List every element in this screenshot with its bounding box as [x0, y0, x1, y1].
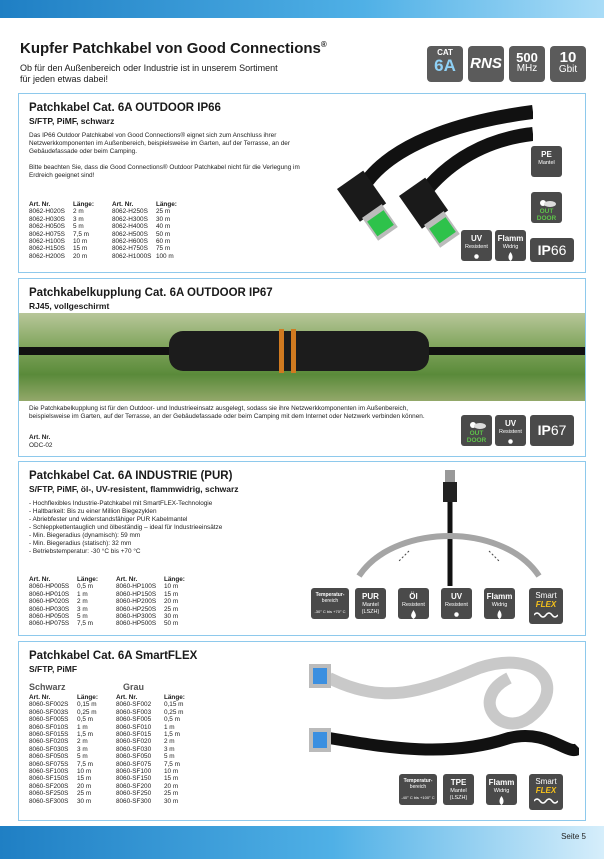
art-number: 8060-SF250 — [115, 790, 152, 798]
coupler-photo — [19, 313, 585, 401]
weather-icon — [537, 198, 557, 208]
table-row — [116, 583, 185, 590]
length: 0,25 m — [163, 708, 184, 716]
length: 1 m — [163, 723, 175, 731]
length: 3 m — [73, 215, 84, 223]
table-row — [116, 738, 185, 745]
table-row — [116, 761, 185, 768]
feature-item: - Schleppkettentauglich und ölbeständig – ideal für Industrieeinsätze — [29, 524, 223, 531]
table-row — [29, 775, 98, 782]
length: 3 m — [77, 745, 88, 753]
art-number: 8060-SF005 — [115, 716, 152, 724]
ip67-badge: IP67 — [530, 415, 574, 446]
page-subtitle: Ob für den Außenbereich oder Industrie ist in unserem Sortiment für jeden etwas dabei! — [20, 63, 278, 84]
header-length: Länge: — [77, 576, 98, 583]
art-number: 8060-SF200S — [29, 782, 69, 790]
outdoor-badge: OUT DOOR — [531, 192, 562, 223]
length: 20 m — [163, 598, 179, 606]
gbit-badge: 10 Gbit — [550, 46, 586, 82]
art-number: 8062-H075S — [29, 230, 65, 238]
table-row — [116, 716, 185, 723]
length: 3 m — [163, 745, 175, 753]
table-header — [112, 201, 177, 208]
table-row — [29, 716, 98, 723]
table-row — [116, 798, 185, 805]
art-number: 8060-HP075S — [29, 620, 70, 628]
length: 7,5 m — [73, 230, 89, 238]
length: 0,15 m — [163, 701, 184, 709]
length: 10 m — [163, 768, 179, 776]
section-subtitle: S/FTP, PiMF, öl-, UV-resistent, flammwidrig, schwarz — [29, 484, 239, 494]
description: Das IP66 Outdoor Patchkabel von Good Connections® eignet sich zum Anschluss ihrer Netzwerkkomponenten im Außenbereich, beispielsweise im Garten, auf der Terrasse, an der Gebäudefassade oder beim Camping. — [29, 132, 290, 155]
table-header — [29, 576, 98, 583]
length: 25 m — [155, 208, 171, 216]
length: 7,5 m — [163, 760, 180, 768]
sun-icon — [506, 437, 515, 446]
table-row — [112, 253, 177, 260]
length: 25 m — [77, 790, 92, 798]
length: 20 m — [73, 252, 88, 260]
header-art: Art. Nr. — [115, 694, 138, 701]
table-row — [29, 783, 98, 790]
table-row — [29, 738, 98, 745]
feature-item: - Betriebstemperatur: -30 °C bis +70 °C — [29, 548, 141, 555]
article-table — [29, 694, 185, 805]
smartflex-cable-photo — [309, 648, 579, 768]
length: 15 m — [163, 590, 179, 598]
header-length: Länge: — [73, 201, 94, 208]
length: 1 m — [77, 590, 88, 598]
length: 2 m — [73, 208, 84, 216]
oil-drop-icon — [409, 610, 418, 619]
art-number: 8060-HP050S — [29, 613, 70, 621]
length: 50 m — [163, 620, 179, 628]
length: 5 m — [163, 753, 175, 761]
feature-item: - Haltbarkeit: Bis zu einer Million Biegezyklen — [29, 508, 157, 515]
section-coupler — [18, 278, 586, 457]
art-number: 8060-SF002S — [29, 701, 69, 709]
art-number: 8060-SF150S — [29, 775, 69, 783]
smartflex-badge: Smart FLEX — [529, 588, 563, 624]
header-length: Länge: — [77, 694, 98, 701]
cat6a-badge: CAT 6A — [427, 46, 463, 82]
art-number: 8060-SF050S — [29, 753, 69, 761]
outdoor-badge: OUT DOOR — [461, 415, 492, 446]
art-number: 8062-H600S — [111, 238, 148, 246]
table-row — [116, 768, 185, 775]
art-number: 8060-SF020 — [115, 738, 152, 746]
table-row — [29, 746, 98, 753]
length: 2 m — [163, 738, 175, 746]
length: 30 m — [163, 613, 179, 621]
length: 20 m — [163, 782, 179, 790]
table-row — [29, 216, 94, 223]
table-row — [112, 208, 177, 215]
table-column-left — [29, 694, 98, 805]
art-number: ODC-02 — [29, 442, 53, 449]
section-title: Patchkabel Cat. 6A OUTDOOR IP66 — [29, 102, 221, 114]
table-row — [29, 253, 94, 260]
spec-badges — [427, 46, 586, 82]
header-art: Art. Nr. — [29, 201, 51, 208]
length: 10 m — [77, 768, 92, 776]
section-title: Patchkabel Cat. 6A SmartFLEX — [29, 650, 198, 662]
header-length: Länge: — [155, 201, 177, 208]
table-row — [29, 731, 98, 738]
art-number: 8060-SF020S — [29, 738, 69, 746]
length: 60 m — [155, 238, 171, 246]
art-number: 8060-SF075 — [115, 760, 152, 768]
table-row — [29, 709, 98, 716]
length: 2 m — [77, 598, 88, 606]
flame-badge: Flamm Widrig — [495, 230, 526, 261]
section-outdoor-cable — [18, 93, 586, 273]
sun-icon — [472, 252, 481, 261]
length: 20 m — [77, 782, 92, 790]
table-row — [29, 613, 98, 620]
art-number: 8060-HP005S — [29, 583, 70, 591]
art-number: 8062-H500S — [111, 230, 148, 238]
art-number: 8060-SF150 — [115, 775, 152, 783]
table-row — [116, 783, 185, 790]
feature-item: - Hochflexibles Industrie-Patchkabel mit SmartFLEX-Technologie — [29, 500, 213, 507]
table-column-right — [112, 201, 177, 260]
table-row — [116, 606, 185, 613]
art-number: 8060-SF015 — [115, 731, 152, 739]
art-number: 8062-H100S — [29, 238, 65, 246]
art-number: 8060-SF005S — [29, 716, 69, 724]
page-title: Kupfer Patchkabel von Good Connections® — [20, 40, 327, 57]
art-number: 8060-SF300S — [29, 797, 69, 805]
table-row — [116, 753, 185, 760]
section-industrial-cable — [18, 461, 586, 636]
section-title: Patchkabelkupplung Cat. 6A OUTDOOR IP67 — [29, 287, 273, 299]
art-number: 8060-HP150S — [115, 590, 157, 598]
notice: Bitte beachten Sie, dass die Good Connections® Outdoor Patchkabel nicht für die Verlegung im Erdreich geeignet sind! — [29, 164, 300, 179]
section-title: Patchkabel Cat. 6A INDUSTRIE (PUR) — [29, 470, 233, 482]
length: 30 m — [163, 797, 179, 805]
description: Die Patchkabelkupplung ist für den Outdoor- und Industrieeinsatz ausgelegt, sodass sie ihre Netzwerkkomponenten im Außenbereich, beispielsweise im Garten, auf der Terrasse, an der Gebäudefassade oder beim Camping mit dem Internet oder Netzwerk verbinden können. — [29, 405, 425, 420]
art-number: 8060-HP020S — [29, 598, 70, 606]
table-row — [112, 245, 177, 252]
sun-icon — [452, 610, 461, 619]
length: 25 m — [163, 790, 179, 798]
art-number: 8060-HP030S — [29, 605, 70, 613]
length: 40 m — [155, 223, 171, 231]
table-row — [116, 613, 185, 620]
feature-item: - Min. Biegeradius (dynamisch): 59 mm — [29, 532, 141, 539]
art-number: 8060-SF050 — [115, 753, 152, 761]
wave-icon — [534, 611, 558, 619]
length: 15 m — [73, 245, 88, 253]
header-art: Art. Nr. — [29, 694, 51, 701]
art-number: 8062-H200S — [29, 252, 65, 260]
length: 30 m — [155, 215, 171, 223]
header-art: Art. Nr. — [111, 201, 134, 208]
table-row — [116, 724, 185, 731]
table-row — [29, 606, 98, 613]
art-number: 8060-HP200S — [115, 598, 157, 606]
length: 5 m — [77, 613, 88, 621]
feature-item: - Abriebfester und widerstandsfähiger PUR Kabelmantel — [29, 516, 188, 523]
table-row — [112, 223, 177, 230]
table-column-right — [116, 694, 185, 805]
header-art: Art. Nr. — [115, 576, 138, 583]
art-number: 8060-SF002 — [115, 701, 152, 709]
art-number: 8060-SF010 — [115, 723, 152, 731]
table-row — [29, 598, 98, 605]
length: 0,5 m — [77, 583, 93, 591]
table-row — [116, 746, 185, 753]
table-row — [29, 583, 98, 590]
table-row — [116, 709, 185, 716]
article-table — [29, 201, 177, 260]
temperature-badge: Temperatur- bereich -40° C bis +100° C — [399, 774, 437, 805]
length: 1 m — [77, 723, 88, 731]
length: 0,5 m — [77, 716, 93, 724]
table-row — [29, 790, 98, 797]
table-row — [29, 753, 98, 760]
art-number: 8062-H250S — [111, 208, 148, 216]
table-row — [112, 231, 177, 238]
art-number: 8060-SF010S — [29, 723, 69, 731]
table-header — [29, 694, 98, 701]
uv-badge: UV Resistent — [495, 415, 526, 446]
art-number: 8062-H020S — [29, 208, 65, 216]
art-number: 8060-SF250S — [29, 790, 69, 798]
table-row — [29, 238, 94, 245]
tpe-badge: TPE Mantel (LSZH) — [443, 774, 474, 805]
art-number: 8062-H030S — [29, 215, 65, 223]
art-number: 8060-SF075S — [29, 760, 69, 768]
length: 30 m — [77, 797, 92, 805]
table-row — [29, 223, 94, 230]
table-row — [112, 216, 177, 223]
section-subtitle: RJ45, vollgeschirmt — [29, 301, 110, 311]
section-subtitle: S/FTP, PiMF, schwarz — [29, 116, 115, 126]
table-row — [29, 798, 98, 805]
length: 1,5 m — [163, 731, 180, 739]
flame-icon — [506, 252, 515, 261]
table-column-right — [116, 576, 185, 628]
table-header — [116, 576, 185, 583]
length: 0,25 m — [77, 708, 97, 716]
flame-badge: Flamm Widrig — [486, 774, 517, 805]
table-row — [116, 775, 185, 782]
section-smartflex-cable — [18, 641, 586, 821]
art-number: 8060-SF003 — [115, 708, 152, 716]
feature-item: - Min. Biegeradius (statisch): 32 mm — [29, 540, 132, 547]
art-number: 8062-H1000S — [111, 252, 152, 260]
group-black-label: Schwarz — [29, 682, 66, 692]
art-number: 8062-H750S — [111, 245, 148, 253]
art-number: 8062-H050S — [29, 223, 65, 231]
art-number: 8062-H150S — [29, 245, 65, 253]
smartflex-badge: Smart FLEX — [529, 774, 563, 810]
art-number: 8060-SF030 — [115, 745, 152, 753]
bottom-color-bar — [0, 826, 604, 859]
length: 7,5 m — [77, 760, 93, 768]
table-row — [29, 701, 98, 708]
wave-icon — [534, 797, 558, 805]
art-number: 8060-SF100 — [115, 768, 152, 776]
flame-icon — [495, 610, 504, 619]
art-number: 8062-H300S — [111, 215, 148, 223]
length: 1,5 m — [77, 731, 93, 739]
uv-badge: UV Resistent — [441, 588, 472, 619]
art-label: Art. Nr. — [29, 434, 51, 441]
art-number: 8060-HP500S — [115, 620, 157, 628]
art-number: 8060-SF003S — [29, 708, 69, 716]
weather-icon — [467, 420, 487, 430]
flame-icon — [497, 796, 506, 805]
table-header — [116, 694, 185, 701]
header-length: Länge: — [163, 576, 185, 583]
length: 5 m — [77, 753, 88, 761]
table-row — [116, 598, 185, 605]
header-length: Länge: — [163, 694, 185, 701]
table-column-left — [29, 201, 94, 260]
page-number: Seite 5 — [561, 832, 586, 841]
art-number: 8060-HP010S — [29, 590, 70, 598]
table-header — [29, 201, 94, 208]
length: 0,5 m — [163, 716, 180, 724]
art-number: 8060-SF030S — [29, 745, 69, 753]
table-row — [112, 238, 177, 245]
table-row — [29, 231, 94, 238]
table-row — [29, 208, 94, 215]
header-art: Art. Nr. — [29, 576, 51, 583]
mhz-badge: 500 MHz — [509, 46, 545, 82]
flame-badge: Flamm Widrig — [484, 588, 515, 619]
industrial-cable-photo — [349, 466, 549, 586]
length: 75 m — [155, 245, 171, 253]
table-row — [116, 620, 185, 627]
uv-badge: UV Resistent — [461, 230, 492, 261]
table-row — [29, 761, 98, 768]
table-row — [29, 620, 98, 627]
art-number: 8060-HP100S — [115, 583, 157, 591]
art-number: 8060-SF100S — [29, 768, 69, 776]
top-color-bar — [0, 0, 604, 18]
table-row — [29, 768, 98, 775]
table-row — [29, 724, 98, 731]
length: 2 m — [77, 738, 88, 746]
section-subtitle: S/FTP, PiMF — [29, 664, 78, 674]
ip66-badge: IP66 — [530, 238, 574, 262]
rns-badge: RNS — [468, 46, 504, 82]
length: 10 m — [163, 583, 179, 591]
group-grey-label: Grau — [123, 682, 145, 692]
length: 15 m — [77, 775, 92, 783]
length: 50 m — [155, 230, 171, 238]
art-number: 8060-HP300S — [115, 613, 157, 621]
length: 10 m — [73, 238, 88, 246]
article-table — [29, 576, 185, 628]
length: 100 m — [155, 252, 174, 260]
feature-list — [29, 500, 309, 556]
pe-jacket-badge: PE Mantel — [531, 146, 562, 177]
art-number: 8062-H400S — [111, 223, 148, 231]
table-row — [116, 701, 185, 708]
table-row — [29, 591, 98, 598]
length: 5 m — [73, 223, 84, 231]
length: 7,5 m — [77, 620, 93, 628]
temperature-badge: Temperatur- bereich -30° C bis +70° C — [311, 588, 349, 619]
art-number: 8060-SF300 — [115, 797, 152, 805]
table-row — [116, 790, 185, 797]
pur-badge: PUR Mantel (LSZH) — [355, 588, 386, 619]
art-number: 8060-SF015S — [29, 731, 69, 739]
art-number: 8060-HP250S — [115, 605, 157, 613]
table-row — [116, 731, 185, 738]
oil-badge: Öl Resistent — [398, 588, 429, 619]
length: 15 m — [163, 775, 179, 783]
table-column-left — [29, 576, 98, 628]
length: 0,15 m — [77, 701, 97, 709]
table-row — [29, 245, 94, 252]
length: 3 m — [77, 605, 88, 613]
table-row — [116, 591, 185, 598]
art-number: 8060-SF200 — [115, 782, 152, 790]
length: 25 m — [163, 605, 179, 613]
